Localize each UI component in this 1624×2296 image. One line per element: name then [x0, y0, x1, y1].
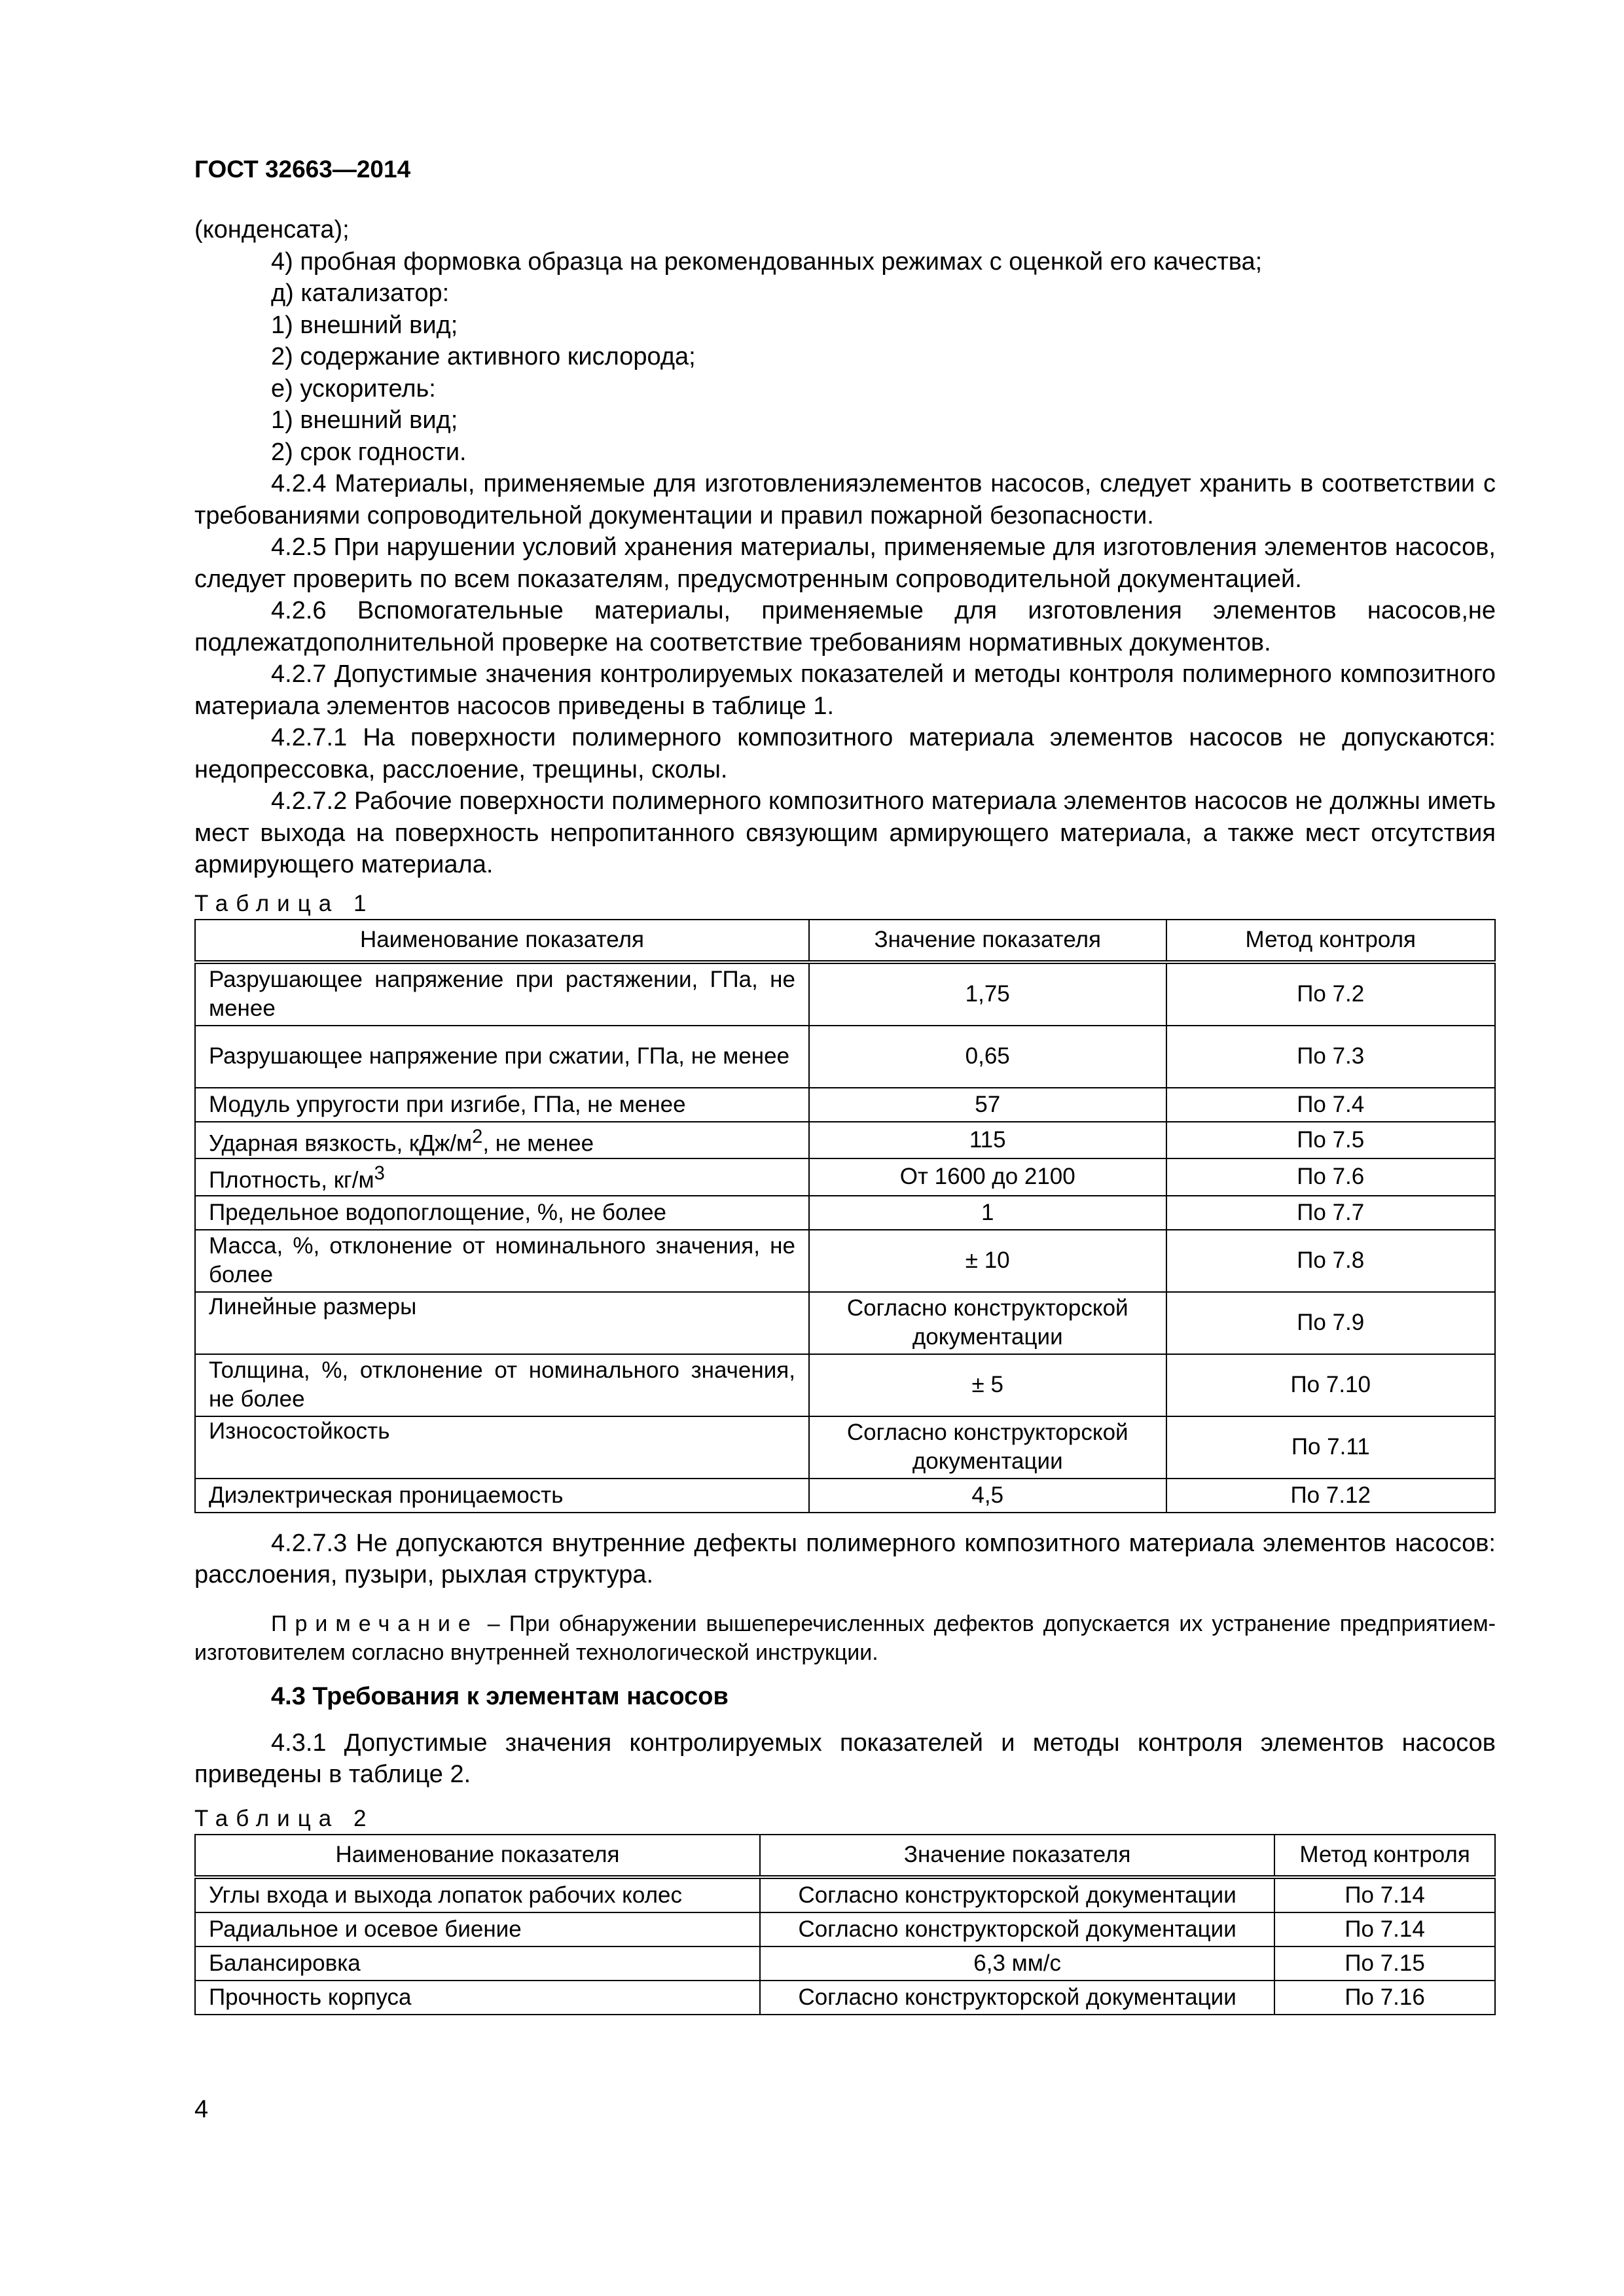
- table1-cell-value: 1: [809, 1196, 1166, 1230]
- paragraph-4-2-7: 4.2.7 Допустимые значения контролируемых показателей и методы контроля полимерного композитного материала элементов насосов приведены в таблице 1.: [194, 660, 1496, 720]
- table2: [194, 1834, 1496, 2015]
- table2-header-row: [195, 1835, 1495, 1877]
- table2-cell-value: Согласно конструкторской документации: [760, 1877, 1274, 1912]
- table1-cell-value: ± 5: [809, 1354, 1166, 1416]
- table1-header-method: Метод контроля: [1166, 920, 1495, 962]
- list-item-accelerator: е) ускоритель:: [271, 374, 436, 403]
- table1-cell-method: По 7.5: [1166, 1122, 1495, 1159]
- table-row: [195, 1981, 1495, 2015]
- table2-header-name: Наименование показателя: [195, 1835, 760, 1877]
- table2-cell-method: По 7.15: [1274, 1946, 1495, 1981]
- table-row: [195, 962, 1495, 1026]
- paragraph-condensate: (конденсата);: [194, 216, 350, 243]
- section-title-4-3: 4.3 Требования к элементам насосов: [271, 1682, 729, 1710]
- table1-cell-name: Масса, %, отклонение от номинального значения, не более: [195, 1230, 809, 1292]
- list-item-accelerator-appearance: 1) внешний вид;: [271, 406, 458, 434]
- table-row: [195, 1088, 1495, 1122]
- table1-cell-value: 57: [809, 1088, 1166, 1122]
- table1-cell-method: По 7.4: [1166, 1088, 1495, 1122]
- table2-cell-value: 6,3 мм/с: [760, 1946, 1274, 1981]
- table1-cell-value: 115: [809, 1122, 1166, 1159]
- table1-cell-method: По 7.8: [1166, 1230, 1495, 1292]
- note-label: Примечание: [271, 1611, 478, 1636]
- table-row: [195, 1912, 1495, 1946]
- table1-cell-value: От 1600 до 2100: [809, 1158, 1166, 1196]
- table1-caption: Таблица 1: [194, 890, 374, 916]
- table1-cell-method: По 7.6: [1166, 1158, 1495, 1196]
- density-label: Плотность, кг/м: [209, 1167, 374, 1193]
- table1-header-value: Значение показателя: [809, 920, 1166, 962]
- table1-cell-name: [195, 1122, 809, 1159]
- table1-cell-value: 1,75: [809, 962, 1166, 1026]
- table2-cell-value: Согласно конструкторской документации: [760, 1981, 1274, 2015]
- table2-cell-name: Радиальное и осевое биение: [195, 1912, 760, 1946]
- table1-cell-name: Разрушающее напряжение при растяжении, ГПа, не менее: [195, 962, 809, 1026]
- table1-cell-value: 4,5: [809, 1479, 1166, 1513]
- table1-cell-method: По 7.2: [1166, 962, 1495, 1026]
- table2-cell-name: Прочность корпуса: [195, 1981, 760, 2015]
- table-row: [195, 1230, 1495, 1292]
- list-item-catalyst: д) катализатор:: [271, 279, 450, 307]
- list-item-trial-molding: 4) пробная формовка образца на рекомендованных режимах с оценкой его качества;: [271, 247, 1263, 276]
- impact-strength-label: Ударная вязкость, кДж/м: [209, 1130, 473, 1157]
- table1-cell-value: ± 10: [809, 1230, 1166, 1292]
- table1-cell-method: По 7.11: [1166, 1416, 1495, 1479]
- table1-cell-name: Толщина, %, отклонение от номинального значения, не более: [195, 1354, 809, 1416]
- table1-cell-method: По 7.10: [1166, 1354, 1495, 1416]
- table2-cell-method: По 7.16: [1274, 1981, 1495, 2015]
- table2-cell-method: По 7.14: [1274, 1877, 1495, 1912]
- table-row: [195, 1946, 1495, 1981]
- table-row: [195, 1354, 1495, 1416]
- table1-cell-method: По 7.9: [1166, 1292, 1495, 1354]
- table2-header-value: Значение показателя: [760, 1835, 1274, 1877]
- page-number: 4: [194, 2096, 209, 2123]
- table1-cell-name: Модуль упругости при изгибе, ГПа, не менее: [195, 1088, 809, 1122]
- paragraph-4-2-4: 4.2.4 Материалы, применяемые для изготовленияэлементов насосов, следует хранить в соответствии с требованиями сопроводительной документации и правил пожарной безопасности.: [194, 470, 1496, 529]
- table1-cell-method: По 7.3: [1166, 1026, 1495, 1088]
- paragraph-4-2-7-3: 4.2.7.3 Не допускаются внутренние дефекты полимерного композитного материала элементов насосов: расслоения, пузыри, рыхлая структура.: [194, 1529, 1496, 1589]
- table2-caption: Таблица 2: [194, 1805, 374, 1831]
- document-body: [194, 214, 1496, 2015]
- paragraph-4-2-7-2: 4.2.7.2 Рабочие поверхности полимерного композитного материала элементов насосов не должны иметь мест выхода на поверхность непропитанного связующим армирующего материала, а также мест отсутствия армирующего материала.: [194, 787, 1496, 878]
- table-row: [195, 1122, 1495, 1159]
- table-row: [195, 1479, 1495, 1513]
- table1-cell-name: Линейные размеры: [195, 1292, 809, 1354]
- table2-header-method: Метод контроля: [1274, 1835, 1495, 1877]
- note: [194, 1609, 1496, 1667]
- list-item-catalyst-appearance: 1) внешний вид;: [271, 311, 458, 339]
- table2-cell-name: Углы входа и выхода лопаток рабочих колес: [195, 1877, 760, 1912]
- table2-cell-method: По 7.14: [1274, 1912, 1495, 1946]
- table2-cell-name: Балансировка: [195, 1946, 760, 1981]
- table2-cell-value: Согласно конструкторской документации: [760, 1912, 1274, 1946]
- table1-cell-method: По 7.7: [1166, 1196, 1495, 1230]
- table-row: [195, 1292, 1495, 1354]
- table1-cell-value: Согласно конструкторской документации: [809, 1416, 1166, 1479]
- table1-header-row: [195, 920, 1495, 962]
- table-row: [195, 1196, 1495, 1230]
- paragraph-4-2-7-1: 4.2.7.1 На поверхности полимерного композитного материала элементов насосов не допускаются: недопрессовка, расслоение, трещины, сколы.: [194, 724, 1496, 783]
- list-item-shelf-life: 2) срок годности.: [271, 438, 467, 466]
- paragraph-4-2-6: 4.2.6 Вспомогательные материалы, применяемые для изготовления элементов насосов,не подлежатдополнительной проверке на соответствие требованиям нормативных документов.: [194, 597, 1496, 656]
- table1-header-name: Наименование показателя: [195, 920, 809, 962]
- table-row: [195, 1026, 1495, 1088]
- table1-cell-method: По 7.12: [1166, 1479, 1495, 1513]
- table1-cell-name: Износостойкость: [195, 1416, 809, 1479]
- table-row: [195, 1416, 1495, 1479]
- table-row: [195, 1877, 1495, 1912]
- superscript-two: 2: [472, 1126, 483, 1147]
- table1-cell-name: Разрушающее напряжение при сжатии, ГПа, не менее: [195, 1026, 809, 1088]
- impact-strength-suffix: , не менее: [482, 1130, 594, 1157]
- paragraph-4-3-1: 4.3.1 Допустимые значения контролируемых показателей и методы контроля элементов насосов приведены в таблице 2.: [194, 1729, 1496, 1789]
- table1: [194, 919, 1496, 1513]
- table1-cell-name: Диэлектрическая проницаемость: [195, 1479, 809, 1513]
- list-item-active-oxygen: 2) содержание активного кислорода;: [271, 343, 696, 370]
- table1-cell-value: 0,65: [809, 1026, 1166, 1088]
- table-row: [195, 1158, 1495, 1196]
- table1-cell-name: Предельное водопоглощение, %, не более: [195, 1196, 809, 1230]
- note-text: – При обнаружении вышеперечисленных дефектов допускается их устранение предприятием-изготовителем согласно внутренней технологической инструкции.: [194, 1611, 1496, 1665]
- table1-cell-value: Согласно конструкторской документации: [809, 1292, 1166, 1354]
- paragraph-4-2-5: 4.2.5 При нарушении условий хранения материалы, применяемые для изготовления элементов насосов, следует проверить по всем показателям, предусмотренным сопроводительной документацией.: [194, 533, 1496, 593]
- document-code-header: ГОСТ 32663—2014: [194, 156, 411, 183]
- superscript-three: 3: [374, 1163, 385, 1185]
- table1-cell-name: [195, 1158, 809, 1196]
